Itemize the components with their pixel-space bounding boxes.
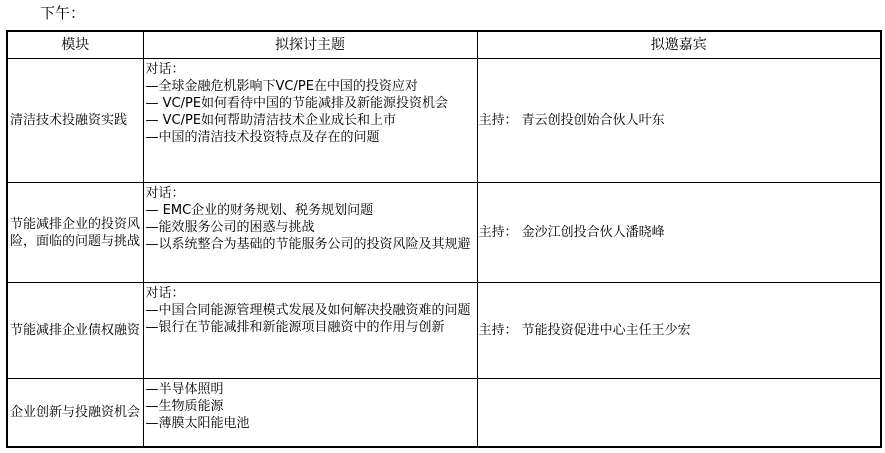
header-topic: 拟探讨主题: [143, 31, 477, 59]
guest-cell: 主持： 节能投资促进中心主任王少宏: [477, 283, 881, 379]
guest-cell: 主持： 青云创投创始合伙人叶东: [477, 59, 881, 183]
table-row: [7, 379, 881, 448]
topic-line: — VC/PE如何帮助清洁技术企业成长和上市: [145, 113, 397, 128]
module-cell: 节能减排企业的投资风险，面临的问题与挑战: [7, 183, 143, 283]
topic-line: —生物质能源: [145, 399, 224, 414]
module-cell: 清洁技术投融资实践: [7, 59, 143, 183]
topic-line: — EMC企业的财务规划、税务规划问题: [145, 203, 374, 218]
topic-line: 对话：: [145, 186, 185, 201]
table-row: [7, 283, 881, 379]
topic-line: 对话：: [145, 286, 185, 301]
topics-cell: [143, 183, 477, 283]
guest-cell: 主持： 金沙江创投合伙人潘晓峰: [477, 183, 881, 283]
topic-line: —半导体照明: [145, 382, 224, 397]
topic-line: —银行在节能减排和新能源项目融资中的作用与创新: [145, 320, 445, 335]
header-guest: 拟邀嘉宾: [477, 31, 881, 59]
topic-line: —中国合同能源管理模式发展及如何解决投融资难的问题: [145, 303, 471, 318]
topics-cell: [143, 59, 477, 183]
module-cell: 企业创新与投融资机会: [7, 379, 143, 448]
topic-line: —全球金融危机影响下VC/PE在中国的投资应对: [145, 79, 418, 94]
agenda-table: [6, 30, 882, 448]
table-header-row: [7, 31, 881, 59]
topic-line: — VC/PE如何看待中国的节能减排及新能源投资机会: [145, 96, 449, 111]
topics-cell: [143, 283, 477, 379]
topic-line: —以系统整合为基础的节能服务公司的投资风险及其规避: [145, 237, 471, 252]
guest-cell: [477, 379, 881, 448]
section-heading: 下午：: [40, 4, 86, 22]
module-cell: 节能减排企业债权融资: [7, 283, 143, 379]
topic-line: —中国的清洁技术投资特点及存在的问题: [145, 130, 380, 145]
table-row: [7, 183, 881, 283]
topic-line: —薄膜太阳能电池: [145, 416, 250, 431]
topics-cell: [143, 379, 477, 448]
topic-line: 对话：: [145, 62, 185, 77]
header-module: 模块: [7, 31, 143, 59]
table-row: [7, 59, 881, 183]
topic-line: —能效服务公司的困惑与挑战: [145, 220, 315, 235]
